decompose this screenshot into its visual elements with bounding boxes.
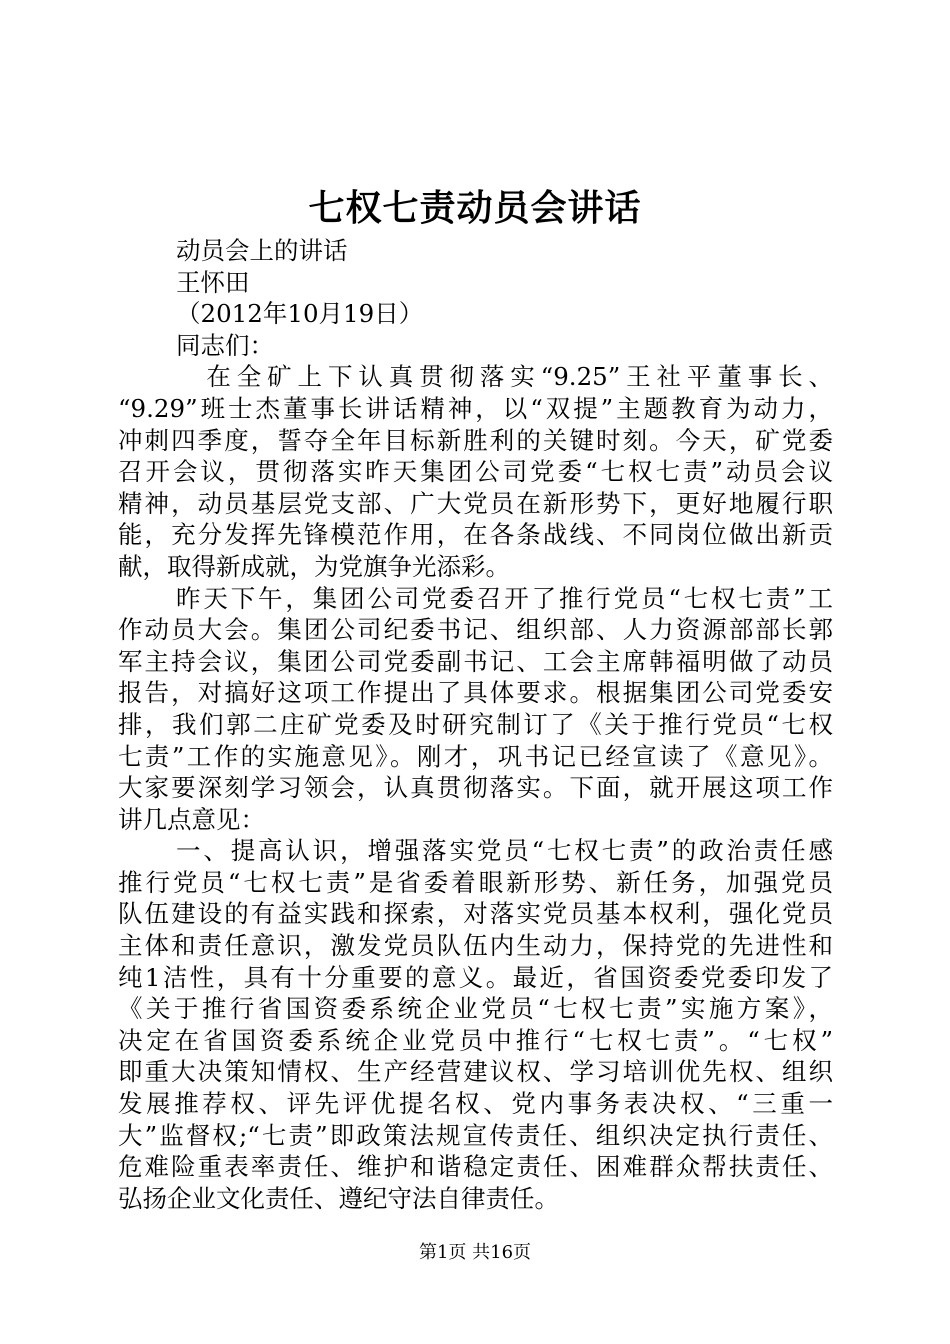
- text-line: 纯1洁性，具有十分重要的意义。最近，省国资委党委印发了: [118, 962, 833, 992]
- text-line: 召开会议，贯彻落实昨天集团公司党委“七权七责”动员会议: [118, 457, 833, 487]
- text-line: （2012年10月19日）: [176, 299, 424, 329]
- text-line: 一、提高认识，增强落实党员“七权七责”的政治责任感: [176, 836, 833, 866]
- text-line: 作动员大会。集团公司纪委书记、组织部、人力资源部部长郭: [118, 615, 833, 645]
- text-line: 在全矿上下认真贯彻落实“9.25”王社平董事长、: [176, 362, 833, 392]
- text-line: 军主持会议，集团公司党委副书记、工会主席韩福明做了动员: [118, 646, 833, 676]
- text-line: 《关于推行省国资委系统企业党员“七权七责”实施方案》，: [118, 994, 833, 1024]
- text-line: 大”监督权;“七责”即政策法规宣传责任、组织决定执行责任、: [118, 1120, 833, 1150]
- text-line: 讲几点意见：: [118, 804, 265, 834]
- text-line: 危难险重表率责任、维护和谐稳定责任、困难群众帮扶责任、: [118, 1152, 833, 1182]
- text-line: 献，取得新成就，为党旗争光添彩。: [118, 551, 510, 581]
- text-line: 七责”工作的实施意见》。刚才，巩书记已经宣读了《意见》。: [118, 741, 833, 771]
- text-line: 主体和责任意识，激发党员队伍内生动力，保持党的先进性和: [118, 931, 833, 961]
- text-line: 弘扬企业文化责任、遵纪守法自律责任。: [118, 1183, 559, 1213]
- text-line: 冲刺四季度，誓夺全年目标新胜利的关键时刻。今天，矿党委: [118, 425, 833, 455]
- text-line: 大家要深刻学习领会，认真贯彻落实。下面，就开展这项工作: [118, 773, 833, 803]
- text-line: 队伍建设的有益实践和探索，对落实党员基本权利，强化党员: [118, 899, 833, 929]
- text-line: 报告，对搞好这项工作提出了具体要求。根据集团公司党委安: [118, 678, 833, 708]
- text-line: 能，充分发挥先锋模范作用，在各条战线、不同岗位做出新贡: [118, 520, 833, 550]
- text-line: 王怀田: [176, 267, 250, 297]
- text-line: 昨天下午，集团公司党委召开了推行党员“七权七责”工: [176, 583, 833, 613]
- text-line: 决定在省国资委系统企业党员中推行“七权七责”。“七权”: [118, 1025, 833, 1055]
- text-line: 即重大决策知情权、生产经营建议权、学习培训优先权、组织: [118, 1057, 833, 1087]
- text-line: 动员会上的讲话: [176, 236, 348, 265]
- text-line: 发展推荐权、评先评优提名权、党内事务表决权、“三重一: [118, 1089, 833, 1119]
- text-line: 精神，动员基层党支部、广大党员在新形势下，更好地履行职: [118, 488, 833, 518]
- document-title: 七权七责动员会讲话: [308, 187, 642, 229]
- page-footer: 第1页 共16页: [418, 1242, 532, 1263]
- text-line: “9.29”班士杰董事长讲话精神，以“双提”主题教育为动力，: [118, 393, 833, 423]
- text-line: 同志们：: [176, 330, 274, 360]
- text-line: 推行党员“七权七责”是省委着眼新形势、新任务，加强党员: [118, 867, 833, 897]
- document-body: [118, 235, 833, 1214]
- text-line: 排，我们郭二庄矿党委及时研究制订了《关于推行党员“七权: [118, 709, 833, 739]
